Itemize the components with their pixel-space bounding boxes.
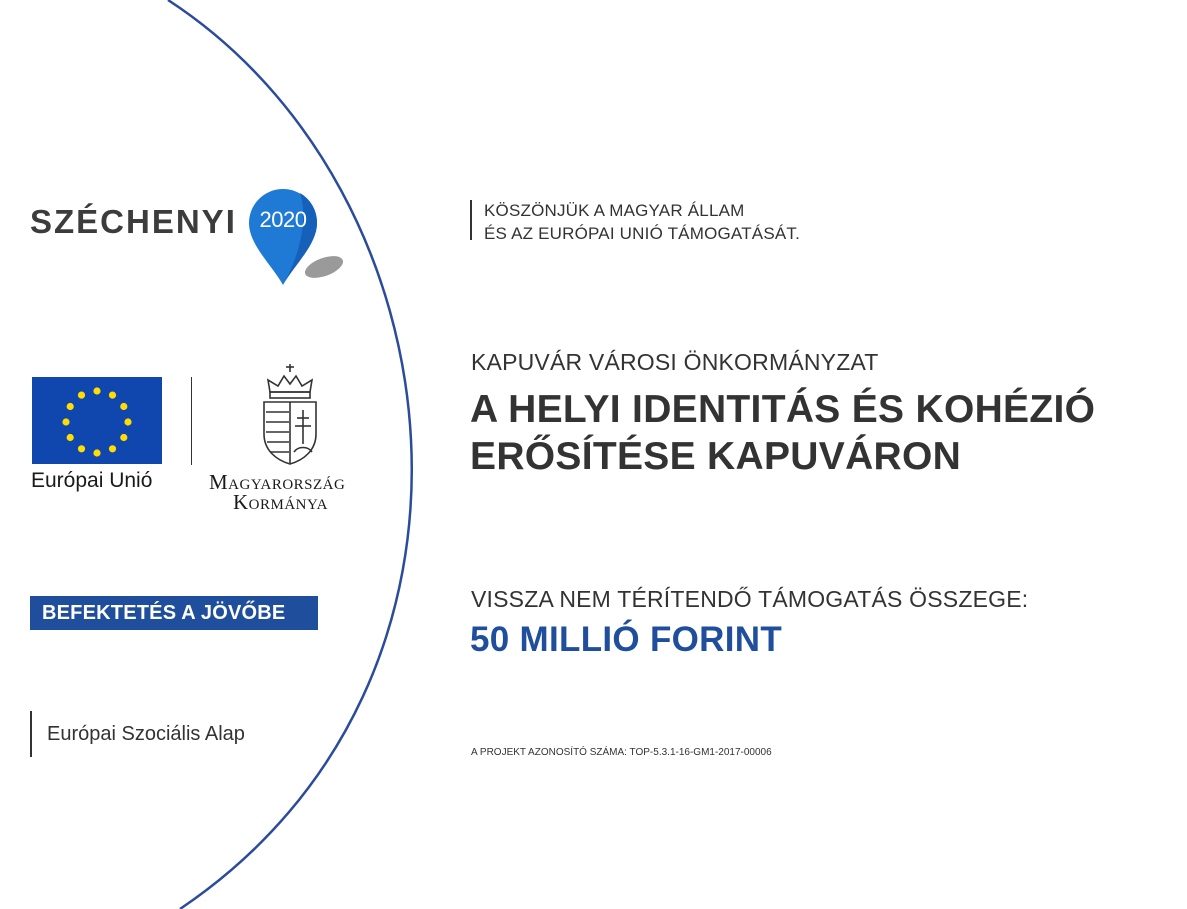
logo-divider xyxy=(191,377,192,465)
eu-flag-icon xyxy=(32,377,162,464)
fund-name: Európai Szociális Alap xyxy=(47,723,245,745)
thanks-line-2: ÉS AZ EURÓPAI UNIÓ TÁMOGATÁSÁT. xyxy=(484,224,801,243)
map-pin-icon xyxy=(246,187,350,291)
invest-future-text: BEFEKTETÉS A JÖVŐBE xyxy=(42,602,286,624)
thanks-divider xyxy=(470,200,472,240)
eu-label: Európai Unió xyxy=(31,469,153,492)
government-name-line2: Kormánya xyxy=(233,490,329,514)
thanks-line-1: KÖSZÖNJÜK A MAGYAR ÁLLAM xyxy=(484,201,745,220)
szechenyi-year: 2020 xyxy=(259,207,307,232)
szechenyi-2020-logo xyxy=(30,187,330,287)
government-name-line1: Magyarország xyxy=(209,470,346,494)
project-id: A PROJEKT AZONOSÍTÓ SZÁMA: TOP-5.3.1-16-GM1-2017-00006 xyxy=(471,747,772,758)
project-title-line-2: ERŐSÍTÉSE KAPUVÁRON xyxy=(470,435,962,478)
grant-label: VISSZA NEM TÉRÍTENDŐ TÁMOGATÁS ÖSSZEGE: xyxy=(471,586,1029,612)
fund-divider xyxy=(30,711,32,757)
invest-future-badge xyxy=(30,596,318,630)
project-title-line-1: A HELYI IDENTITÁS ÉS KOHÉZIÓ xyxy=(470,388,1096,431)
hungarian-coat-of-arms-icon xyxy=(258,362,322,466)
beneficiary: KAPUVÁR VÁROSI ÖNKORMÁNYZAT xyxy=(471,349,879,375)
szechenyi-wordmark: SZÉCHENYI xyxy=(30,203,237,240)
grant-amount: 50 MILLIÓ FORINT xyxy=(470,620,783,659)
